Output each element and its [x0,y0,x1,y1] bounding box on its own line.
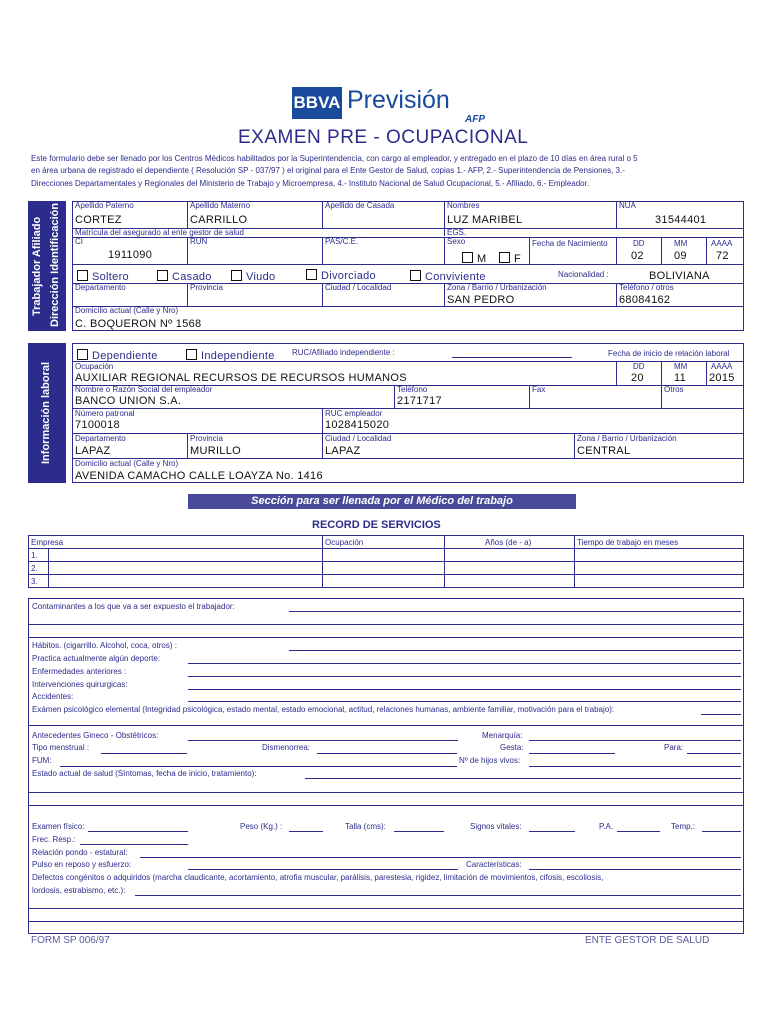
label-deporte: Practica actualmente algún deporte: [32,654,161,663]
footer-ente-gestor: ENTE GESTOR DE SALUD [585,935,710,946]
intro-line-3: Direcciones Departamentales y Regionales del Ministerio de Trabajo y Microempresa, 4.- Instituto Nacional de Salud Ocupacional, 5.- Afiliado, 6.- Empleador. [31,179,590,188]
label-domicilio-empleador: Domicilio actual (Calle y Nro) [75,459,179,468]
label-egs: EGS. [447,228,467,237]
label-apellido-materno: Apellido Materno [190,201,251,210]
ci: 1911090 [108,249,153,261]
telefono: 68084162 [619,294,671,306]
record-col-anos: Años (de - a) [485,538,532,547]
label-accidentes: Accidentes: [32,692,74,701]
label-para: Para: [664,743,684,752]
label-fecha-inicio: Fecha de inicio de relación laboral [608,349,730,358]
dependiente-label: Dependiente [92,350,158,362]
label-nac-mm: MM [674,239,688,248]
zona: SAN PEDRO [447,294,515,306]
label-habitos: Hábitos. (cigarrillo. Alcohol, coca, otros) : [32,641,177,650]
label-otros: Otros [664,385,684,394]
label-intervenciones: Intervenciones quirurgicas: [32,680,128,689]
label-numero-patronal: Número patronal [75,409,135,418]
label-ruc-empleador: RUC empleador [325,409,383,418]
footer-form-code: FORM SP 006/97 [31,935,110,946]
provincia-empleador: MURILLO [190,445,241,457]
label-empleador: Nombre o Razón Social del empleador [75,385,213,394]
label-nacionalidad: Nacionalidad : [558,270,609,279]
nombres: LUZ MARIBEL [447,214,523,226]
divorciado-label: Divorciado [321,270,376,282]
sexo-f-checkbox[interactable] [499,249,521,267]
nac-mm: 09 [674,250,687,262]
independiente-label: Independiente [201,350,275,362]
label-relacion: Relación pondo - estatural: [32,848,128,857]
record-col-tiempo: Tiempo de trabajo en meses [577,538,679,547]
label-matricula: Matrícula del asegurado al ente gestor de salud [75,228,244,237]
domicilio-empleador: AVENIDA CAMACHO CALLE LOAYZA No. 1416 [75,470,323,482]
apellido-paterno: CORTEZ [75,214,122,226]
empleador: BANCO UNION S.A. [75,395,182,407]
casado-label: Casado [172,271,212,283]
record-col-ocupacion: Ocupación [325,538,364,547]
label-fum: FUM: [32,756,52,765]
label-zona: Zona / Barrio / Urbanización [447,283,547,292]
record-row-1: 1. [31,551,38,560]
label-caracteristicas: Características: [466,860,522,869]
label-provincia-empleador: Provincia [190,434,223,443]
label-inicio-dd: DD [633,362,645,371]
label-defectos-2: lordosis, estrabismo, etc.): [32,886,126,895]
label-dismenorrea: Dismenorrea: [262,743,311,752]
numero-patronal: 7100018 [75,419,120,431]
label-gesta: Gesta: [500,743,524,752]
brand-name: Previsión [347,86,450,114]
label-ocupacion: Ocupación [75,362,114,371]
label-apellido-paterno: Apellido Paterno [75,201,134,210]
nac-aaaa: 72 [716,250,729,262]
label-departamento-empleador: Departamento [75,434,126,443]
label-ruc-independiente: RUC/Afiliado independiente : [292,348,395,357]
estado-divorciado[interactable] [306,266,376,284]
conviviente-label: Conviviente [425,271,486,283]
label-nua: NUA [619,201,636,210]
label-nac-dd: DD [633,239,645,248]
seccion-banner: Sección para ser llenada por el Médico del trabajo [188,494,576,509]
label-hijos: Nº de hijos vivos: [459,756,521,765]
label-pulso: Pulso en reposo y esfuerzo: [32,860,132,869]
label-fax: Fax [532,385,546,394]
bbva-logo: BBVA [292,87,342,119]
label-contaminantes: Contaminantes a los que va a ser expuesto el trabajador: [32,602,235,611]
estado-viudo[interactable] [231,267,275,285]
brand-afp: AFP [465,114,485,125]
label-pa: P.A. [599,822,614,831]
label-gineco: Antecedentes Gineco - Obstétricos: [32,731,159,740]
label-temp: Temp.: [671,822,696,831]
label-frec-resp: Frec. Resp.: [32,835,76,844]
laboral-side-label: Información laboral [40,361,52,465]
label-provincia: Provincia [190,283,223,292]
label-inicio-mm: MM [674,362,688,371]
zona-empleador: CENTRAL [577,445,631,457]
afiliado-side-label-1: Trabajador Afiliado [31,216,43,316]
label-talla: Talla (cms): [345,822,386,831]
label-departamento: Departamento [75,283,126,292]
record-col-empresa: Empresa [31,538,64,547]
telefono-empleador: 2171717 [397,395,442,407]
departamento-empleador: LAPAZ [75,445,111,457]
label-run: RUN [190,237,208,246]
inicio-mm: 11 [674,372,687,384]
record-row-3: 3. [31,577,38,586]
page-title: EXAMEN PRE - OCUPACIONAL [238,127,529,148]
label-psicologico: Exámen psicológico elemental (Integridad psicológica, estado mental, estado emocional, actitud, relaciones humanas, ambiente familiar, motivación para el trabajo): [32,705,615,714]
record-row-2: 2. [31,564,38,573]
label-peso: Peso (Kg.) : [240,822,283,831]
label-sexo: Sexo [447,237,466,246]
label-fecha-nacimiento: Fecha de Nacimiento [532,239,608,248]
afiliado-side-label-2: Dirección Identificación [49,202,61,327]
label-apellido-casada: Apellido de Casada [325,201,395,210]
inicio-dd: 20 [631,372,644,384]
label-ciudad: Ciudad / Localidad [325,283,392,292]
independiente-checkbox[interactable] [186,346,275,364]
ruc-independiente-line[interactable] [452,357,572,358]
label-inicio-aaaa: AAAA [711,362,733,371]
apellido-materno: CARRILLO [190,214,248,226]
label-pas: PAS/C.E. [325,237,359,246]
label-telefono-empleador: Teléfono [397,385,428,394]
label-ci: CI [75,237,83,246]
label-zona-empleador: Zona / Barrio / Urbanización [577,434,677,443]
intro-line-2: en área urbana de registrado el dependiente ( Resolución SP - 037/97 ) el original para el Ente Gestor de Salud, copias 1.- AFP, 2.- Superintendencia de Pensiones, 3.- [31,166,625,175]
sexo-f-label: F [514,253,522,265]
nua: 31544401 [655,214,707,226]
ciudad-empleador: LAPAZ [325,445,361,457]
label-enfermedades: Enfermedades anteriores : [32,667,127,676]
soltero-label: Soltero [92,271,129,283]
label-menarquia: Menarquía: [482,731,523,740]
domicilio: C. BOQUERON Nº 1568 [75,318,202,330]
ruc-empleador: 1028415020 [325,419,390,431]
nac-dd: 02 [631,250,644,262]
record-title: RECORD DE SERVICIOS [312,519,441,531]
label-domicilio: Domicilio actual (Calle y Nro) [75,306,179,315]
intro-line-1: Este formulario debe ser llenado por los Centros Médicos habilitados por la Superintendencia, con cargo al empleador, y entregado en el plazo de 10 días en área rural o 5 [31,154,638,163]
label-ciudad-empleador: Ciudad / Localidad [325,434,392,443]
ocupacion: AUXILIAR REGIONAL RECURSOS DE RECURSOS HUMANOS [75,372,407,384]
label-nombres: Nombres [447,201,480,210]
nacionalidad: BOLIVIANA [649,270,710,282]
inicio-aaaa: 2015 [709,372,735,384]
sexo-m-label: M [477,253,487,265]
sexo-m-checkbox[interactable] [462,249,486,267]
label-nac-aaaa: AAAA [711,239,733,248]
label-telefono: Teléfono / otros [619,283,674,292]
label-examen-fisico: Examen físico: [32,822,85,831]
viudo-label: Viudo [246,271,276,283]
label-signos: Signos vitales: [470,822,522,831]
label-estado-salud: Estado actual de salud (Síntomas, fecha de inicio, tratamiento): [32,769,257,778]
label-defectos-1: Defectos congénitos o adquiridos (marcha claudicante, acortamiento, atrofia muscular, parálisis, parestesia, rigidez, limitación de movimientos, cifosis, escoliosis, [32,873,604,882]
label-tipo-menstrual: Tipo menstrual : [32,743,90,752]
